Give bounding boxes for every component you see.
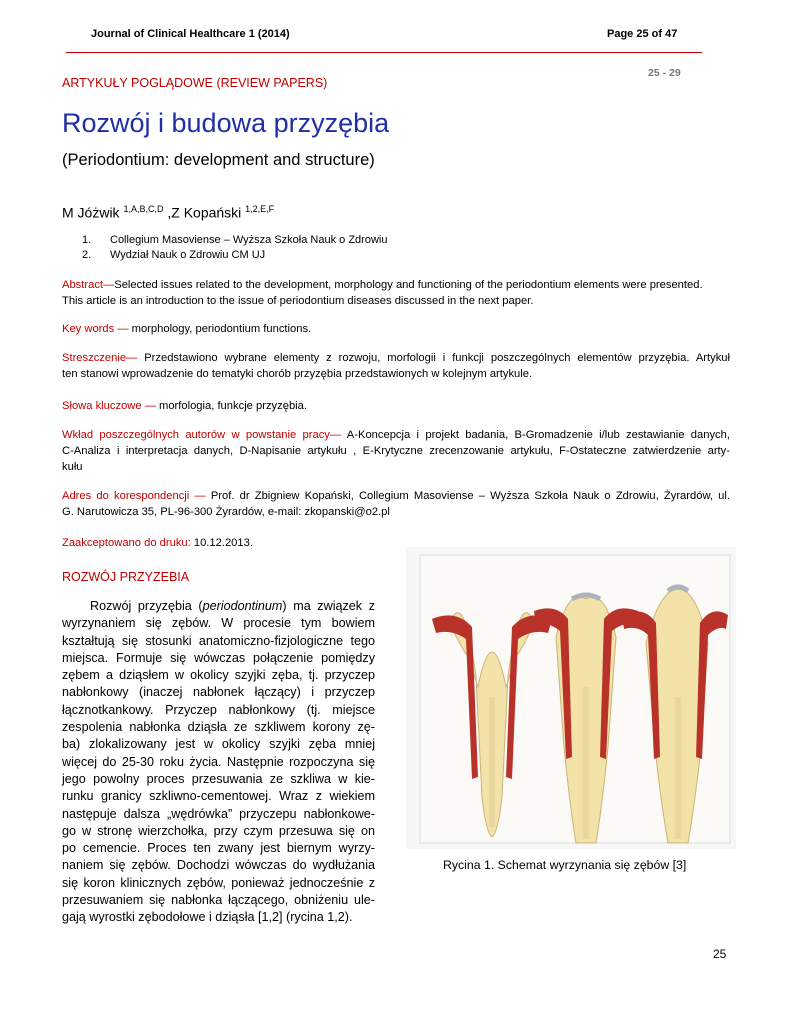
body-line: łącznotkankowy. Przyczep nabłonkowy (tj. miejsce: [62, 702, 375, 717]
subtitle-open-paren: (: [62, 151, 68, 169]
figure-caption: Rycina 1. Schemat wyrzynania się zębów [3]: [443, 858, 687, 872]
body-line: wyrzynaniem się zębów. W procesie tym bowiem: [62, 616, 375, 631]
zaakceptowano-label: Zaakceptowano do druku:: [62, 537, 194, 549]
body-line: ba) zlokalizowany jest w okolicy szyjki zęba mniej: [62, 737, 375, 752]
keywords-label: Key words —: [62, 323, 132, 335]
abstract-text: Selected issues related to the development, morphology and functioning of the periodontium elements were presented.: [114, 279, 703, 291]
affiliation-2-text: Wydział Nauk o Zdrowiu CM UJ: [110, 249, 266, 261]
abstract-line-1: [62, 277, 730, 293]
body-line: więcej do 25-30 roku życia. Następnie rozpoczyna się: [62, 754, 375, 769]
header-divider: [66, 52, 702, 53]
body-first-pre: Rozwój przyzębia (: [90, 599, 203, 613]
abstract: [62, 277, 730, 309]
author-2-sup: 1,2,E,F: [245, 204, 275, 214]
body-line: się koron klinicznych zębów, ponieważ jednocześnie z: [62, 875, 375, 890]
body-first-line: [62, 598, 375, 615]
body-line: zębem a dziąsłem w okolicy szyjki zęba, tj. przyczep: [62, 668, 375, 683]
streszczenie-line-1: [62, 350, 730, 366]
wklad-line-1: [62, 427, 730, 443]
adres-text: Prof. dr Zbigniew Kopański, Collegium Masoviense – Wyższa Szkoła Nauk o Zdrowiu, Żyrardów, ul.: [210, 490, 730, 502]
keywords-text: morphology, periodontium functions.: [131, 323, 312, 335]
body-line: zespolenia nabłonka dziąsła ze szkliwem korony zę-: [62, 720, 375, 735]
page-indicator: Page 25 of 47: [607, 28, 678, 40]
body-lines: [62, 615, 375, 926]
body-line: przesuwaniem się nabłonka łączącego, obniżeniu ule-: [62, 893, 375, 908]
subtitle-close-paren: ): [369, 151, 375, 169]
author-1-name: M Jóżwik: [62, 204, 124, 221]
authors: [62, 204, 274, 221]
body-line: naniem się zębów. Dochodzi wówczas do wydłużania: [62, 858, 375, 873]
journal-header: Journal of Clinical Healthcare 1 (2014): [91, 28, 290, 40]
wklad-autorow: [62, 427, 730, 475]
wklad-line-3: kułu: [62, 461, 83, 473]
adres-line-2: G. Narutowicza 35, PL-96-300 Żyrardów, e-mail: zkopanski@o2.pl: [62, 506, 390, 518]
body-text: [62, 598, 375, 927]
tooth-eruption-diagram: [406, 547, 736, 849]
adres-line-1: [62, 488, 730, 504]
body-line: miejsca. Formuje się wówczas połączenie pomiędzy: [62, 650, 375, 665]
affiliation-number: 2.: [82, 249, 92, 261]
wklad-line-2: C-Analiza i interpretacja danych, D-Napisanie artykułu , E-Krytyczne zrecenzowanie artykułu, F-Ostateczne zatwierdzenie arty-: [62, 445, 730, 457]
streszczenie-label: Streszczenie—: [62, 352, 145, 364]
article-title: Rozwój i budowa przyzębia: [62, 108, 390, 138]
body-line: jego powolny proces przesuwania ze szkliwa w kie-: [62, 771, 375, 786]
figure-rycina-1: [406, 547, 736, 849]
section-label: ARTYKUŁY POGLĄDOWE (REVIEW PAPERS): [62, 76, 328, 90]
author-2-name: ,Z Kopański: [163, 204, 246, 221]
zaakceptowano: [62, 535, 253, 551]
zaakceptowano-date: 10.12.2013.: [193, 537, 253, 549]
wklad-text: A-Koncepcja i projekt badania, B-Gromadzenie i/lub zestawianie danych,: [346, 429, 730, 441]
article-subtitle: [62, 151, 375, 170]
body-line: kształtują się stosunki anatomiczno-fizjologiczne tego: [62, 633, 375, 648]
affiliation-number: 1.: [82, 234, 92, 246]
body-line: runku granicy szkliwno-cementowej. Wraz z wiekiem: [62, 789, 375, 804]
affiliation-1: [82, 234, 91, 246]
body-line: po cemencie. Proces ten zwany jest biernym wyrzy-: [62, 841, 375, 856]
streszczenie-line-2: ten stanowi wprowadzenie do tematyki chorób przyzębia przedstawionych w kolejnym artykule.: [62, 368, 533, 380]
adres: [62, 488, 730, 520]
abstract-label: Abstract—: [62, 279, 115, 291]
affiliation-2: [82, 249, 91, 261]
abstract-line-2: This article is an introduction to the issue of periodontium diseases discussed in the next paper.: [62, 295, 534, 307]
slowa-text: morfologia, funkcje przyzębia.: [159, 400, 307, 412]
body-line: gają wyrostki zębodołowe i dziąsła [1,2] (rycina 1,2).: [62, 910, 353, 925]
affiliation-1-text: Collegium Masoviense – Wyższa Szkoła Nauk o Zdrowiu: [110, 234, 388, 246]
body-line: następuje dalsza „wędrówka” przyczepu nabłonkowe-: [62, 806, 375, 821]
keywords: [62, 321, 311, 337]
streszczenie: [62, 350, 730, 382]
subtitle-text: Periodontium: development and structure: [67, 151, 370, 169]
slowa-label: Słowa kluczowe —: [62, 400, 159, 412]
slowa-kluczowe: [62, 398, 307, 414]
page-number: 25: [713, 947, 727, 961]
body-line: go w stronę wierzchołka, przy czym przesuwa się on: [62, 823, 375, 838]
page-range: 25 - 29: [648, 67, 681, 79]
body-line: nabłonkowy (inaczej nabłonek łączący) i przyczep: [62, 685, 375, 700]
body-first-italic: periodontinum: [202, 599, 283, 613]
wklad-label: Wkład poszczególnych autorów w powstanie pracy—: [62, 429, 347, 441]
adres-label: Adres do korespondencji —: [62, 490, 211, 502]
section-heading-rozwoj: ROZWÓJ PRZYZEBIA: [62, 570, 190, 584]
author-1-sup: 1,A,B,C,D: [123, 204, 164, 214]
streszczenie-text: Przedstawiono wybrane elementy z rozwoju, morfologii i funkcji poszczególnych elementów przyzębia. Artykuł: [144, 352, 731, 364]
body-first-post: ) ma związek z: [282, 599, 375, 613]
